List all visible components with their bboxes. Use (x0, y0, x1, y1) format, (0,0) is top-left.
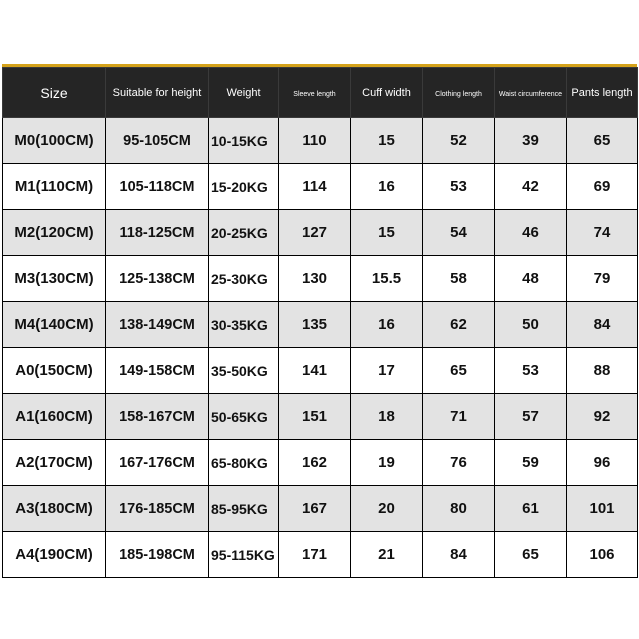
cell-pants-length: 92 (567, 394, 638, 440)
size-chart (2, 64, 637, 574)
header-waist: Waist circumference (495, 68, 567, 118)
header-clothing-length: Clothing length (423, 68, 495, 118)
cell-cuff-width: 16 (351, 302, 423, 348)
cell-waist: 39 (495, 118, 567, 164)
cell-clothing-length: 76 (423, 440, 495, 486)
cell-weight-range: 10-15KG (209, 118, 279, 164)
cell-pants-length: 74 (567, 210, 638, 256)
cell-size: A1(160CM) (3, 394, 106, 440)
size-table (2, 67, 638, 578)
cell-sleeve-length: 141 (279, 348, 351, 394)
table-row (3, 210, 638, 256)
cell-waist: 50 (495, 302, 567, 348)
cell-clothing-length: 71 (423, 394, 495, 440)
cell-waist: 57 (495, 394, 567, 440)
cell-cuff-width: 15.5 (351, 256, 423, 302)
cell-height-range: 167-176CM (106, 440, 209, 486)
cell-cuff-width: 16 (351, 164, 423, 210)
cell-clothing-length: 58 (423, 256, 495, 302)
cell-cuff-width: 15 (351, 118, 423, 164)
table-row (3, 302, 638, 348)
cell-weight-range: 35-50KG (209, 348, 279, 394)
cell-height-range: 125-138CM (106, 256, 209, 302)
cell-size: A4(190CM) (3, 532, 106, 578)
cell-height-range: 185-198CM (106, 532, 209, 578)
cell-pants-length: 106 (567, 532, 638, 578)
cell-size: A3(180CM) (3, 486, 106, 532)
cell-sleeve-length: 171 (279, 532, 351, 578)
cell-pants-length: 101 (567, 486, 638, 532)
cell-sleeve-length: 151 (279, 394, 351, 440)
cell-pants-length: 69 (567, 164, 638, 210)
cell-height-range: 149-158CM (106, 348, 209, 394)
cell-waist: 42 (495, 164, 567, 210)
cell-cuff-width: 18 (351, 394, 423, 440)
cell-clothing-length: 80 (423, 486, 495, 532)
cell-cuff-width: 21 (351, 532, 423, 578)
cell-cuff-width: 20 (351, 486, 423, 532)
cell-waist: 48 (495, 256, 567, 302)
table-row (3, 164, 638, 210)
cell-clothing-length: 65 (423, 348, 495, 394)
cell-weight-range: 25-30KG (209, 256, 279, 302)
cell-waist: 46 (495, 210, 567, 256)
cell-size: A2(170CM) (3, 440, 106, 486)
cell-waist: 53 (495, 348, 567, 394)
cell-sleeve-length: 130 (279, 256, 351, 302)
cell-clothing-length: 84 (423, 532, 495, 578)
cell-sleeve-length: 114 (279, 164, 351, 210)
cell-waist: 61 (495, 486, 567, 532)
cell-weight-range: 50-65KG (209, 394, 279, 440)
cell-size: M2(120CM) (3, 210, 106, 256)
cell-weight-range: 85-95KG (209, 486, 279, 532)
header-height: Suitable for height (106, 68, 209, 118)
cell-height-range: 95-105CM (106, 118, 209, 164)
cell-pants-length: 96 (567, 440, 638, 486)
cell-pants-length: 88 (567, 348, 638, 394)
cell-clothing-length: 52 (423, 118, 495, 164)
cell-height-range: 105-118CM (106, 164, 209, 210)
cell-clothing-length: 53 (423, 164, 495, 210)
cell-sleeve-length: 162 (279, 440, 351, 486)
table-row (3, 118, 638, 164)
cell-pants-length: 84 (567, 302, 638, 348)
cell-size: M4(140CM) (3, 302, 106, 348)
header-weight: Weight (209, 68, 279, 118)
cell-weight-range: 30-35KG (209, 302, 279, 348)
cell-weight-range: 65-80KG (209, 440, 279, 486)
header-size: Size (3, 68, 106, 118)
cell-clothing-length: 62 (423, 302, 495, 348)
cell-cuff-width: 17 (351, 348, 423, 394)
header-pants-length: Pants length (567, 68, 638, 118)
table-row (3, 394, 638, 440)
cell-waist: 59 (495, 440, 567, 486)
cell-height-range: 176-185CM (106, 486, 209, 532)
cell-size: A0(150CM) (3, 348, 106, 394)
header-row (3, 68, 638, 118)
table-row (3, 348, 638, 394)
cell-waist: 65 (495, 532, 567, 578)
cell-pants-length: 79 (567, 256, 638, 302)
cell-weight-range: 95-115KG (209, 532, 279, 578)
header-cuff-width: Cuff width (351, 68, 423, 118)
table-row (3, 486, 638, 532)
cell-height-range: 118-125CM (106, 210, 209, 256)
cell-weight-range: 20-25KG (209, 210, 279, 256)
cell-sleeve-length: 135 (279, 302, 351, 348)
cell-pants-length: 65 (567, 118, 638, 164)
cell-height-range: 138-149CM (106, 302, 209, 348)
cell-weight-range: 15-20KG (209, 164, 279, 210)
header-sleeve-length: Sleeve length (279, 68, 351, 118)
cell-sleeve-length: 110 (279, 118, 351, 164)
cell-clothing-length: 54 (423, 210, 495, 256)
cell-size: M0(100CM) (3, 118, 106, 164)
cell-sleeve-length: 127 (279, 210, 351, 256)
table-row (3, 256, 638, 302)
cell-cuff-width: 15 (351, 210, 423, 256)
cell-height-range: 158-167CM (106, 394, 209, 440)
cell-size: M3(130CM) (3, 256, 106, 302)
cell-size: M1(110CM) (3, 164, 106, 210)
table-row (3, 440, 638, 486)
cell-sleeve-length: 167 (279, 486, 351, 532)
table-row (3, 532, 638, 578)
cell-cuff-width: 19 (351, 440, 423, 486)
